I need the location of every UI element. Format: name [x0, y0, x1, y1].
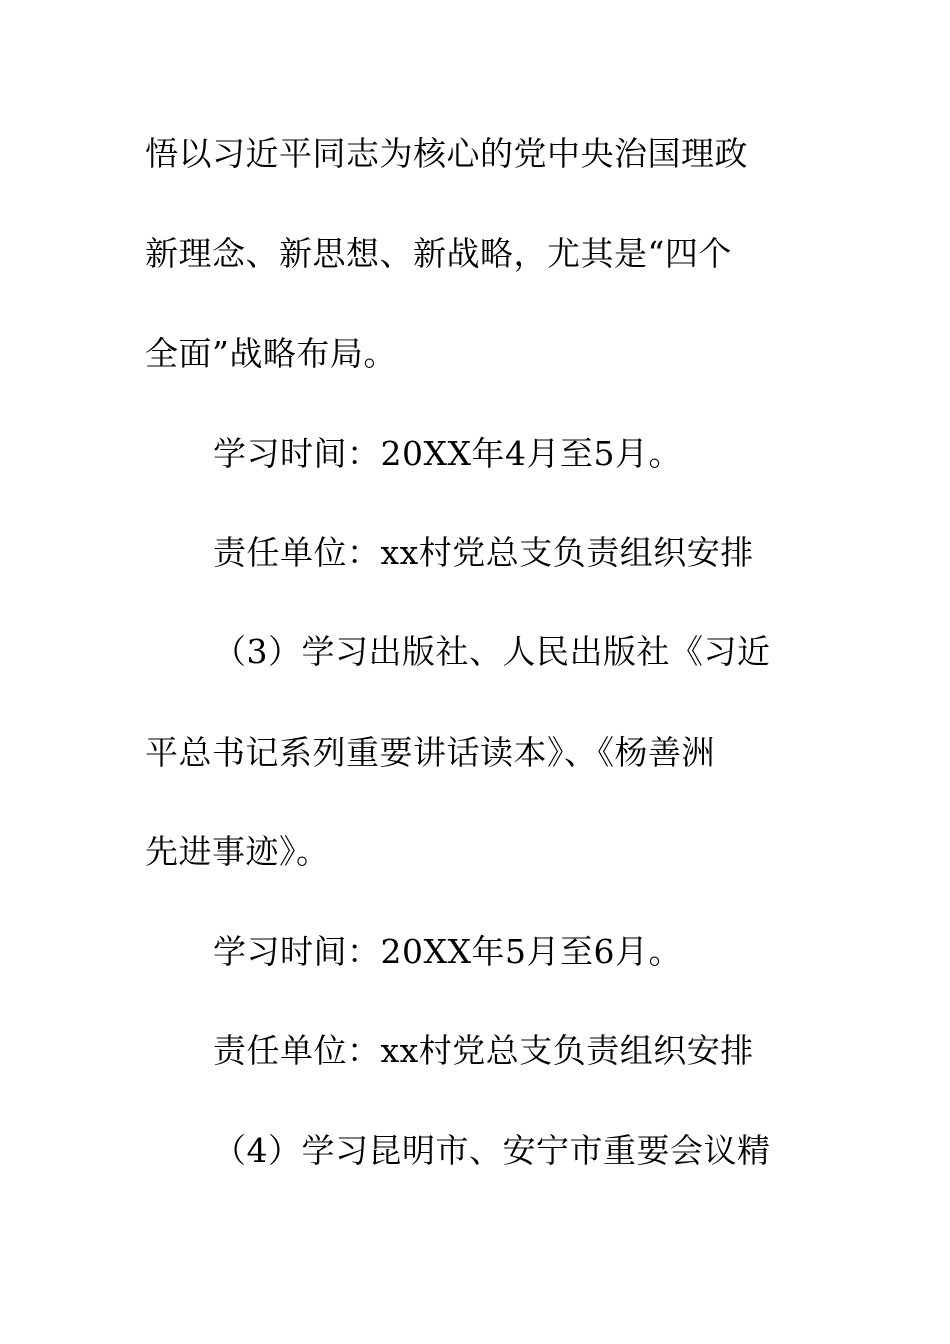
- paragraph-line: 平总书记系列重要讲话读本》、《杨善洲: [145, 733, 715, 772]
- paragraph-line: 全面”战略布局。: [145, 334, 397, 373]
- study-time-line: 学习时间：20XX年4月至5月。: [213, 434, 682, 473]
- responsible-unit-line: 责任单位：xx村党总支负责组织安排: [213, 1031, 754, 1070]
- paragraph-line: 先进事迹》。: [145, 832, 330, 871]
- paragraph-line: 悟以习近平同志为核心的党中央治国理政: [145, 134, 748, 173]
- item-3-heading-line: （3）学习出版社、人民出版社《习近: [213, 632, 771, 671]
- item-4-heading-line: （4）学习昆明市、安宁市重要会议精: [213, 1131, 771, 1170]
- study-time-line: 学习时间：20XX年5月至6月。: [213, 932, 682, 971]
- paragraph-line: 新理念、新思想、新战略，尤其是“四个: [145, 234, 732, 273]
- responsible-unit-line: 责任单位：xx村党总支负责组织安排: [213, 533, 754, 572]
